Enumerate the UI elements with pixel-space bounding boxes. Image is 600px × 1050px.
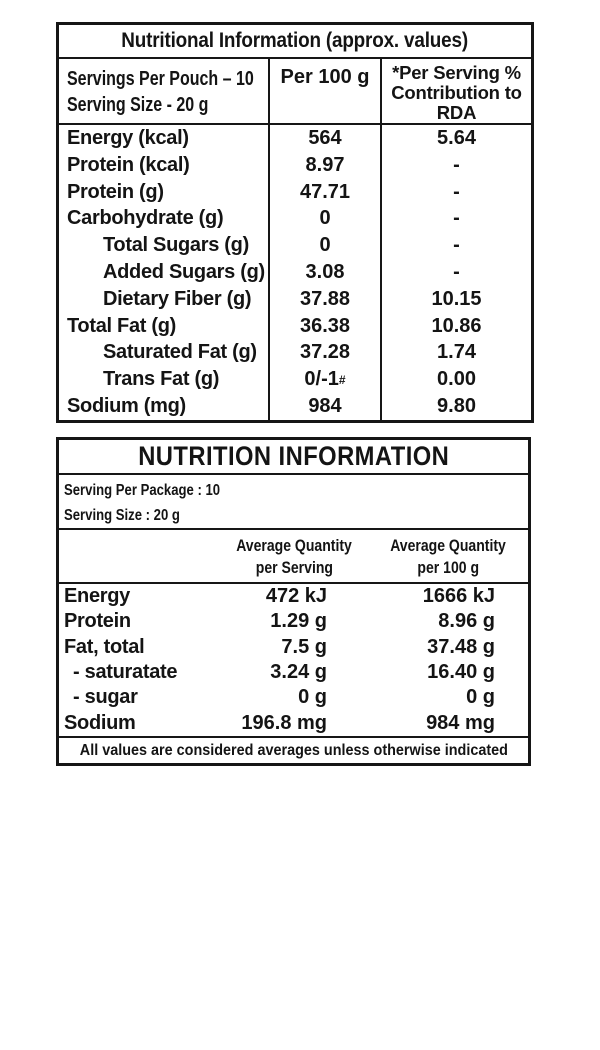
- table-row: [59, 660, 528, 685]
- table-row: [59, 609, 528, 634]
- row-per-serving-value: 3.24 g: [270, 661, 327, 684]
- row-label: Sodium: [64, 711, 136, 734]
- per-100g-text: Per 100 g: [280, 66, 370, 88]
- row-per-serving-value: 1.29 g: [270, 610, 327, 633]
- row-label: Saturated Fat (g): [59, 340, 270, 367]
- colhead-per-100g: [369, 535, 528, 582]
- row-label: Protein (kcal): [59, 152, 270, 179]
- contribution-to-text: Contribution to: [391, 82, 522, 103]
- table-row: [59, 340, 531, 367]
- table1-body: [59, 125, 531, 420]
- table-row: [59, 313, 531, 340]
- row-per100g-value: 564: [270, 125, 382, 152]
- row-rda-value: -: [453, 153, 460, 176]
- row-per-serving-value: 472 kJ: [265, 585, 327, 608]
- footer-note-text: All values are considered averages unless otherwise indicated: [79, 741, 508, 759]
- colhead-spacer: [59, 535, 219, 582]
- row-label: Protein (g): [59, 179, 270, 206]
- table-row: [59, 179, 531, 206]
- table2-title-text: NUTRITION INFORMATION: [137, 441, 450, 471]
- colhead-per-serving: [219, 535, 369, 582]
- row-per100g-value: 0: [270, 232, 382, 259]
- table2-body: [59, 584, 528, 736]
- row-rda-value: 10.86: [431, 314, 482, 337]
- row-label: Protein: [64, 610, 131, 633]
- table-row: [59, 259, 531, 286]
- avg-qty-100g-line1: Average Quantity: [390, 537, 507, 555]
- row-per100g-value: 984: [270, 393, 382, 420]
- table1-header-rda: [382, 59, 531, 123]
- row-per-100g-value: 984 mg: [426, 711, 495, 734]
- row-per-100g-value: 1666 kJ: [422, 585, 495, 608]
- table-row: [59, 393, 531, 420]
- serving-per-package-text: Serving Per Package : 10: [64, 482, 221, 499]
- nutritional-information-approx-table: [56, 22, 534, 423]
- row-label: Trans Fat (g): [59, 366, 270, 393]
- table1-header-servings: [59, 59, 270, 123]
- avg-qty-serving-line2: per Serving: [255, 559, 333, 577]
- row-label: Total Sugars (g): [59, 232, 270, 259]
- row-label: - saturatate: [73, 661, 178, 684]
- table2-title: [59, 440, 528, 475]
- row-label: Added Sugars (g): [59, 259, 270, 286]
- row-rda-value: 9.80: [437, 395, 476, 418]
- row-label: Fat, total: [64, 635, 145, 658]
- row-per100g-value: 47.71: [270, 179, 382, 206]
- row-label: - sugar: [73, 686, 138, 709]
- table-row: [59, 205, 531, 232]
- table-row: [59, 286, 531, 313]
- row-per-100g-value: 0 g: [466, 686, 495, 709]
- nutrition-information-table: [56, 437, 531, 766]
- row-per100g-value: 0: [270, 205, 382, 232]
- row-per-100g-value: 37.48 g: [427, 635, 495, 658]
- table2-footer: [59, 736, 528, 763]
- table-row: [59, 635, 528, 660]
- table1-header-row: [59, 59, 531, 125]
- row-per-100g-value: 8.96 g: [438, 610, 495, 633]
- table-row: [59, 366, 531, 393]
- per-serving-pct-text: *Per Serving %: [392, 62, 521, 83]
- table2-serving-info: [59, 475, 528, 530]
- row-label: Carbohydrate (g): [59, 205, 270, 232]
- row-label: Total Fat (g): [59, 313, 270, 340]
- table-row: [59, 232, 531, 259]
- table1-title-text: Nutritional Information (approx. values): [121, 29, 469, 52]
- row-rda-value: 1.74: [437, 341, 476, 364]
- row-per-serving-value: 196.8 mg: [241, 711, 327, 734]
- row-label: Energy (kcal): [59, 125, 270, 152]
- row-per100g-value: 3.08: [270, 259, 382, 286]
- avg-qty-100g-line2: per 100 g: [417, 559, 480, 577]
- row-rda-value: 0.00: [437, 368, 476, 391]
- row-rda-value: -: [453, 207, 460, 230]
- table1-title: [59, 25, 531, 59]
- serving-size-text: Serving Size : 20 g: [64, 507, 180, 524]
- row-label: Sodium (mg): [59, 393, 270, 420]
- table-row: [59, 584, 528, 609]
- row-label: Dietary Fiber (g): [59, 286, 270, 313]
- table-row: [59, 685, 528, 710]
- row-per-serving-value: 7.5 g: [281, 635, 327, 658]
- row-label: Energy: [64, 585, 131, 608]
- row-rda-value: -: [453, 234, 460, 257]
- table-row: [59, 125, 531, 152]
- row-rda-value: -: [453, 260, 460, 283]
- table-row: [59, 711, 528, 736]
- row-rda-value: -: [453, 180, 460, 203]
- row-per-serving-value: 0 g: [298, 686, 327, 709]
- rda-text: RDA: [436, 102, 477, 123]
- row-per100g-value: 36.38: [270, 313, 382, 340]
- row-per-100g-value: 16.40 g: [427, 661, 495, 684]
- row-per100g-value: 0/-1 #: [270, 366, 382, 393]
- row-per100g-value: 8.97: [270, 152, 382, 179]
- serving-size-text: Serving Size - 20 g: [67, 94, 209, 116]
- table2-column-headers: [59, 530, 528, 584]
- servings-per-pouch-text: Servings Per Pouch – 10: [67, 68, 254, 90]
- avg-qty-serving-line1: Average Quantity: [236, 537, 352, 555]
- table-row: [59, 152, 531, 179]
- row-rda-value: 5.64: [437, 126, 476, 149]
- row-rda-value: 10.15: [431, 287, 482, 310]
- row-per100g-value: 37.28: [270, 340, 382, 367]
- table1-header-per100g: [270, 59, 382, 123]
- row-per100g-value: 37.88: [270, 286, 382, 313]
